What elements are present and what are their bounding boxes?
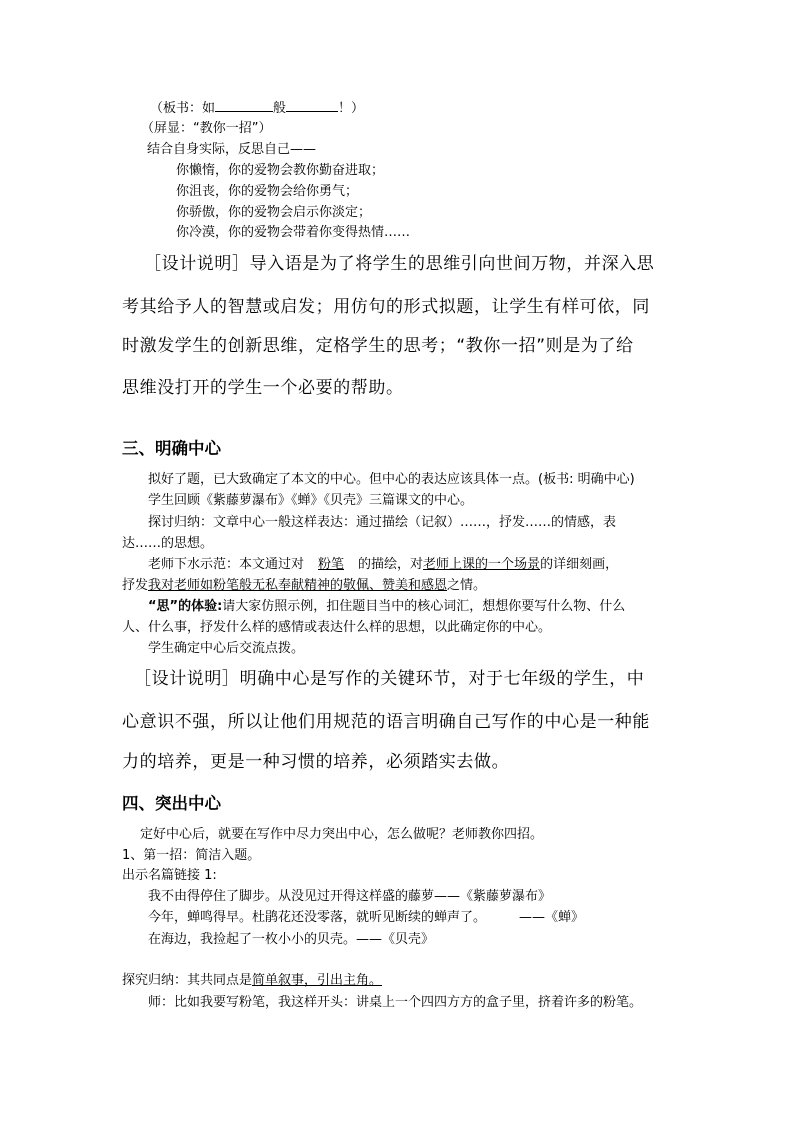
board-note: （板书：如 般 ！） [150, 98, 364, 118]
reflect-item: 你骄傲，你的爱物会启示你淡定； [176, 205, 372, 220]
paragraph: “思”的体验:请大家仿照示例，扣住题目当中的核心词汇，想想你要写什么物、什么 [148, 599, 626, 614]
design-note-line: 力的培养，更是一种习惯的培养，必须踏实去做。 [122, 752, 510, 772]
design-note-line: 心意识不强，所以让他们用规范的语言明确自己写作的中心是一种能 [122, 712, 650, 732]
design-note-line: ［设计说明］明确中心是写作的关键环节，对于七年级的学生，中 [134, 669, 645, 689]
paragraph: 探讨归纳：文章中心一般这样表达：通过描绘（记叙）……，抒发……的情感，表 [148, 515, 617, 530]
example-quote: 今年，蝉鸣得早。杜鹃花还没零落，就听见断续的蝉声了。 ——《蝉》 [148, 910, 585, 925]
paragraph: 拟好了题，已大致确定了本文的中心。但中心的表达应该具体一点。(板书: 明确中心) [148, 472, 635, 487]
example-quote: 在海边，我捡起了一枚小小的贝壳。——《贝壳》 [148, 932, 435, 947]
paragraph: 人、什么事，抒发什么样的感情或表达什么样的思想，以此确定你的中心。 [122, 620, 552, 635]
reflect-item: 你沮丧，你的爱物会给你勇气； [176, 184, 359, 199]
link-label: 出示名篇链接 1: [122, 868, 217, 883]
paragraph: 学生确定中心后交流点拨。 [148, 641, 305, 656]
paragraph: 达……的思想。 [122, 536, 214, 551]
example-quote: 我不由得停住了脚步。从没见过开得这样盛的藤萝——《紫藤萝瀑布》 [148, 889, 552, 904]
example-line: 抒发我对老师如粉笔般无私奉献精神的敬佩、赞美和感恩之情。 [122, 578, 487, 593]
paragraph: 学生回顾《紫藤萝瀑布》《蝉》《贝壳》三篇课文的中心。 [148, 493, 474, 508]
section-title: 三、明确中心 [122, 439, 221, 458]
blank-line [286, 98, 338, 112]
paragraph: 师：比如我要写粉笔，我这样开头：讲桌上一个四四方方的盒子里，挤着许多的粉笔。 [148, 995, 643, 1010]
example-line: 老师下水示范：本文通过对 粉笔 的描绘，对老师上课的一个场景的详细刻画， [148, 557, 619, 572]
blank-line [215, 98, 273, 112]
reflect-item: 你懒惰，你的爱物会教你勤奋进取； [176, 163, 385, 178]
reflect-item: 你冷漠，你的爱物会带着你变得热情…… [176, 225, 411, 240]
summary-line: 探究归纳：其共同点是简单叙事，引出主角。 [122, 973, 383, 988]
design-note-line: 考其给予人的智慧或启发；用仿句的形式拟题，让学生有样可依，同 [122, 297, 650, 317]
section-title: 四、突出中心 [122, 794, 221, 813]
screen-note: （屏显：“教你一招”） [141, 121, 272, 136]
design-note-line: 时激发学生的创新思维，定格学生的思考；“教你一招”则是为了给 [122, 336, 634, 356]
paragraph: 定好中心后，就要在写作中尽力突出中心，怎么做呢？老师教你四招。 [140, 827, 544, 842]
reflect-intro: 结合自身实际，反思自己—— [147, 142, 317, 157]
design-note-line: 思维没打开的学生一个必要的帮助。 [122, 378, 404, 398]
tip-heading: 1、第一招：简洁入题。 [122, 848, 261, 863]
design-note-line: ［设计说明］导入语是为了将学生的思维引向世间万物，并深入思 [144, 254, 655, 274]
